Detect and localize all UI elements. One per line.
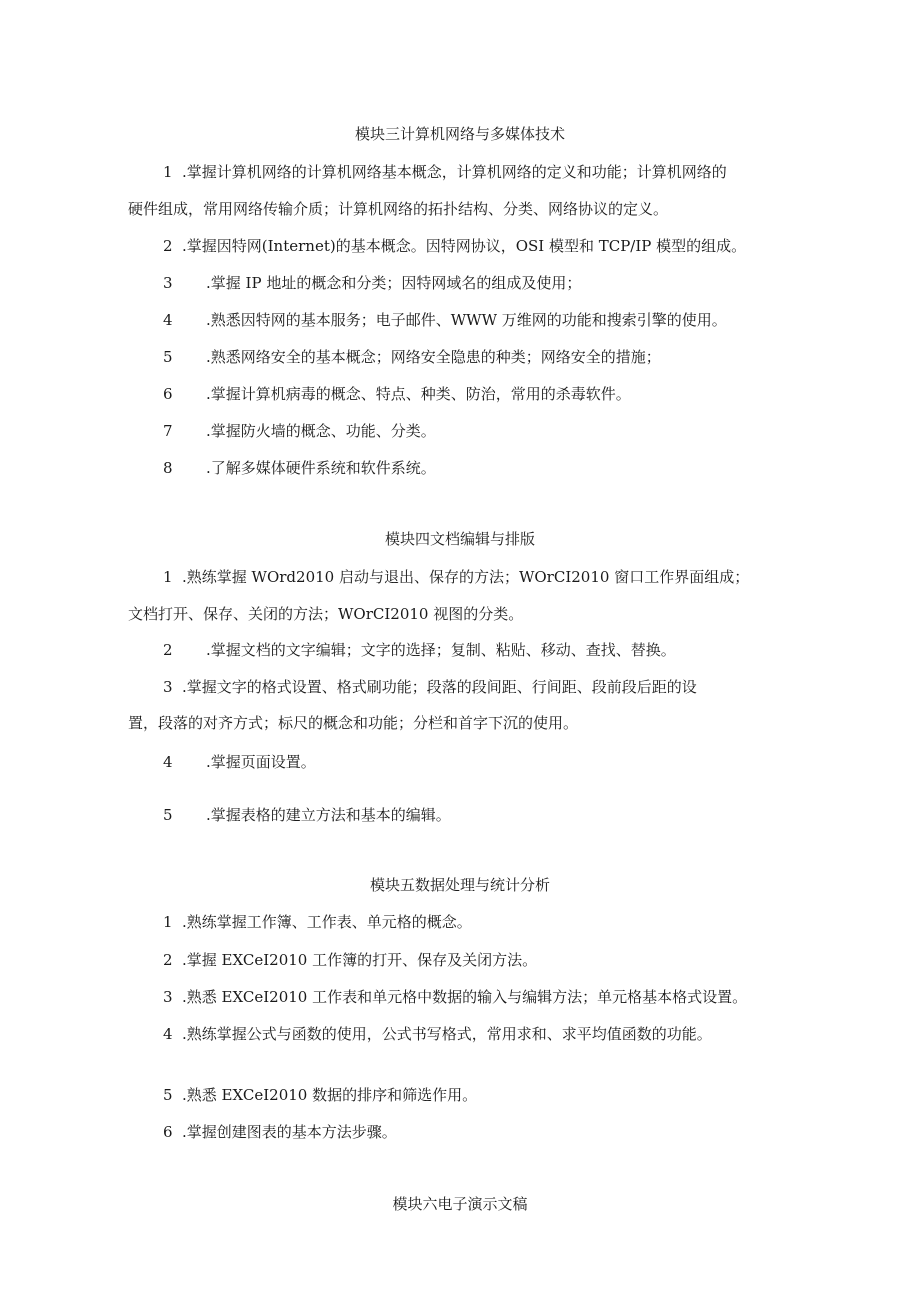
module-5-item-2-text: .掌握 EXCeI2010 工作簿的打开、保存及关闭方法。 xyxy=(182,951,538,969)
module-4-item-1-cont: 文档打开、保存、关闭的方法；WOrCI2010 视图的分类。 xyxy=(128,605,524,623)
module-5-item-3-text: .熟悉 EXCeI2010 工作表和单元格中数据的输入与编辑方法；单元格基本格式设置。 xyxy=(182,988,748,1006)
module-5-item-2-num: 2 xyxy=(163,951,173,969)
module-4-item-4-text: .掌握页面设置。 xyxy=(206,753,316,771)
module-5-item-4-text: .熟练掌握公式与函数的使用，公式书写格式，常用求和、求平均值函数的功能。 xyxy=(182,1025,712,1043)
module-3-item-2-num: 2 xyxy=(163,237,173,255)
module-3-item-4-text: .熟悉因特网的基本服务；电子邮件、WWW 万维网的功能和搜索引擎的使用。 xyxy=(206,311,727,329)
module-4-item-1-num: 1 xyxy=(163,568,173,586)
module-3-item-5-num: 5 xyxy=(163,348,173,366)
module-5-title: 模块五数据处理与统计分析 xyxy=(369,876,550,894)
module-5-item-1-text: .熟练掌握工作簿、工作表、单元格的概念。 xyxy=(182,913,472,931)
module-3-item-6-num: 6 xyxy=(163,385,173,403)
module-3-item-8-text: .了解多媒体硬件系统和软件系统。 xyxy=(206,459,436,477)
module-4-title: 模块四文档编辑与排版 xyxy=(384,530,535,548)
module-4-item-1-text: .熟练掌握 WOrd2010 启动与退出、保存的方法；WOrCI2010 窗口工作界面组成； xyxy=(182,568,750,586)
module-5-item-6-text: .掌握创建图表的基本方法步骤。 xyxy=(182,1123,397,1141)
module-4-item-2-num: 2 xyxy=(163,641,173,659)
module-5-item-1-num: 1 xyxy=(163,913,173,931)
module-4-item-2-text: .掌握文档的文字编辑；文字的选择；复制、粘贴、移动、查找、替换。 xyxy=(206,641,676,659)
module-3-item-4-num: 4 xyxy=(163,311,173,329)
module-3-item-1-text: .掌握计算机网络的计算机网络基本概念，计算机网络的定义和功能；计算机网络的 xyxy=(182,163,727,181)
module-3-item-3-num: 3 xyxy=(163,274,173,292)
module-3-item-8-num: 8 xyxy=(163,459,173,477)
module-4-item-5-num: 5 xyxy=(163,806,173,824)
module-3-item-6-text: .掌握计算机病毒的概念、特点、种类、防治，常用的杀毒软件。 xyxy=(206,385,631,403)
module-4-item-4-num: 4 xyxy=(163,753,173,771)
module-4-item-3-num: 3 xyxy=(163,678,173,696)
module-6-title: 模块六电子演示文稿 xyxy=(392,1195,528,1213)
module-3-item-1-cont: 硬件组成，常用网络传输介质；计算机网络的拓扑结构、分类、网络协议的定义。 xyxy=(128,200,669,218)
module-3-item-5-text: .熟悉网络安全的基本概念；网络安全隐患的种类；网络安全的措施； xyxy=(206,348,661,366)
module-3-title: 模块三计算机网络与多媒体技术 xyxy=(354,125,565,143)
module-4-item-3-text: .掌握文字的格式设置、格式刷功能；段落的段间距、行间距、段前段后距的设 xyxy=(182,678,697,696)
module-5-item-4-num: 4 xyxy=(163,1025,173,1043)
module-3-item-7-num: 7 xyxy=(163,422,173,440)
module-3-item-7-text: .掌握防火墙的概念、功能、分类。 xyxy=(206,422,436,440)
module-5-item-3-num: 3 xyxy=(163,988,173,1006)
module-3-item-3-text: .掌握 IP 地址的概念和分类；因特网域名的组成及使用； xyxy=(206,274,582,292)
module-3-item-1-num: 1 xyxy=(163,163,173,181)
module-5-item-5-text: .熟悉 EXCeI2010 数据的排序和筛选作用。 xyxy=(182,1086,478,1104)
module-3-item-2-text: .掌握因特网(Internet)的基本概念。因特网协议，OSI 模型和 TCP/IP 模型的组成。 xyxy=(182,237,747,255)
module-4-item-5-text: .掌握表格的建立方法和基本的编辑。 xyxy=(206,806,451,824)
module-5-item-6-num: 6 xyxy=(163,1123,173,1141)
module-5-item-5-num: 5 xyxy=(163,1086,173,1104)
module-4-item-3-cont: 置，段落的对齐方式；标尺的概念和功能；分栏和首字下沉的使用。 xyxy=(128,714,579,732)
